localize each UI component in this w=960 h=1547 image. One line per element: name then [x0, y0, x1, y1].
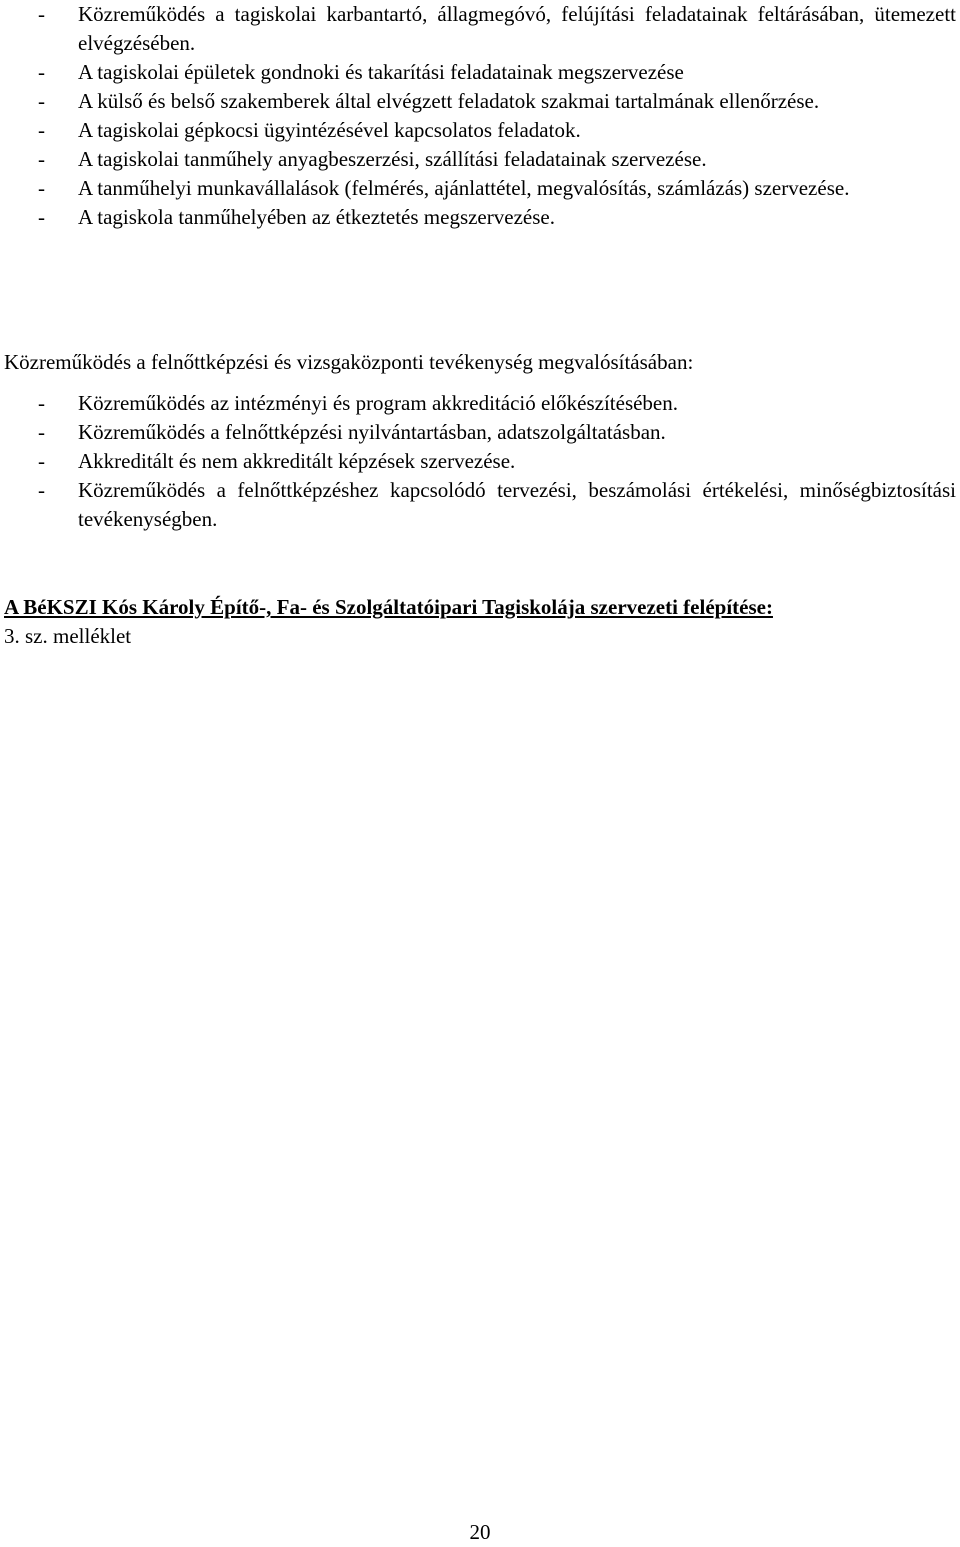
list-item: [0, 116, 956, 145]
list-item: [0, 389, 956, 418]
list-dash: -: [38, 176, 45, 200]
list-dash: -: [38, 118, 45, 142]
list-dash: -: [38, 478, 45, 502]
list-dash: -: [38, 205, 45, 229]
list-item-text: A tagiskola tanműhelyében az étkeztetés megszervezése.: [78, 205, 555, 229]
list-item-text: A tagiskolai épületek gondnoki és takarítási feladatainak megszervezése: [78, 60, 684, 84]
list-item: [0, 203, 956, 232]
list-item: [0, 145, 956, 174]
list-dash: -: [38, 147, 45, 171]
list-item: [0, 476, 956, 534]
list-item-text: Közreműködés az intézményi és program akkreditáció előkészítésében.: [78, 391, 679, 415]
list-item-text: A tagiskolai tanműhely anyagbeszerzési, szállítási feladatainak szervezése.: [78, 147, 707, 171]
list-item-text: Közreműködés a felnőttképzési nyilvántartásban, adatszolgáltatásban.: [78, 420, 666, 444]
list-item-text: A külső és belső szakemberek által elvégzett feladatok szakmai tartalmának ellenőrzése.: [78, 89, 820, 113]
list-item-text: A tagiskolai gépkocsi ügyintézésével kapcsolatos feladatok.: [78, 118, 581, 142]
list-item: [0, 447, 956, 476]
list-item: [0, 58, 956, 87]
list-item-text: Közreműködés a tagiskolai karbantartó, állagmegóvó, felújítási feladatainak feltárásában, ütemezett elvégzésében.: [78, 2, 956, 55]
list-item: [0, 87, 956, 116]
section-heading: Közreműködés a felnőttképzési és vizsgaközponti tevékenység megvalósításában:: [4, 350, 694, 374]
list-item: [0, 174, 956, 203]
list-item-text: Közreműködés a felnőttképzéshez kapcsolódó tervezési, beszámolási értékelési, minőségbiztosítási tevékenységben.: [78, 478, 956, 531]
list-dash: -: [38, 420, 45, 444]
list-item: [0, 418, 956, 447]
task-list-1: [0, 0, 960, 232]
appendix-reference: 3. sz. melléklet: [4, 624, 132, 648]
list-dash: -: [38, 449, 45, 473]
org-structure-title: A BéKSZI Kós Károly Építő-, Fa- és Szolgáltatóipari Tagiskolája szervezeti felépítése:: [4, 595, 773, 619]
task-list-2: [0, 389, 960, 534]
list-item-text: A tanműhelyi munkavállalások (felmérés, ajánlattétel, megvalósítás, számlázás) szervezése.: [78, 176, 850, 200]
page-number: 20: [469, 1520, 491, 1544]
list-item: [0, 0, 956, 58]
list-item-text: Akkreditált és nem akkreditált képzések szervezése.: [78, 449, 516, 473]
list-dash: -: [38, 391, 45, 415]
list-dash: -: [38, 89, 45, 113]
list-dash: -: [38, 2, 45, 26]
list-dash: -: [38, 60, 45, 84]
